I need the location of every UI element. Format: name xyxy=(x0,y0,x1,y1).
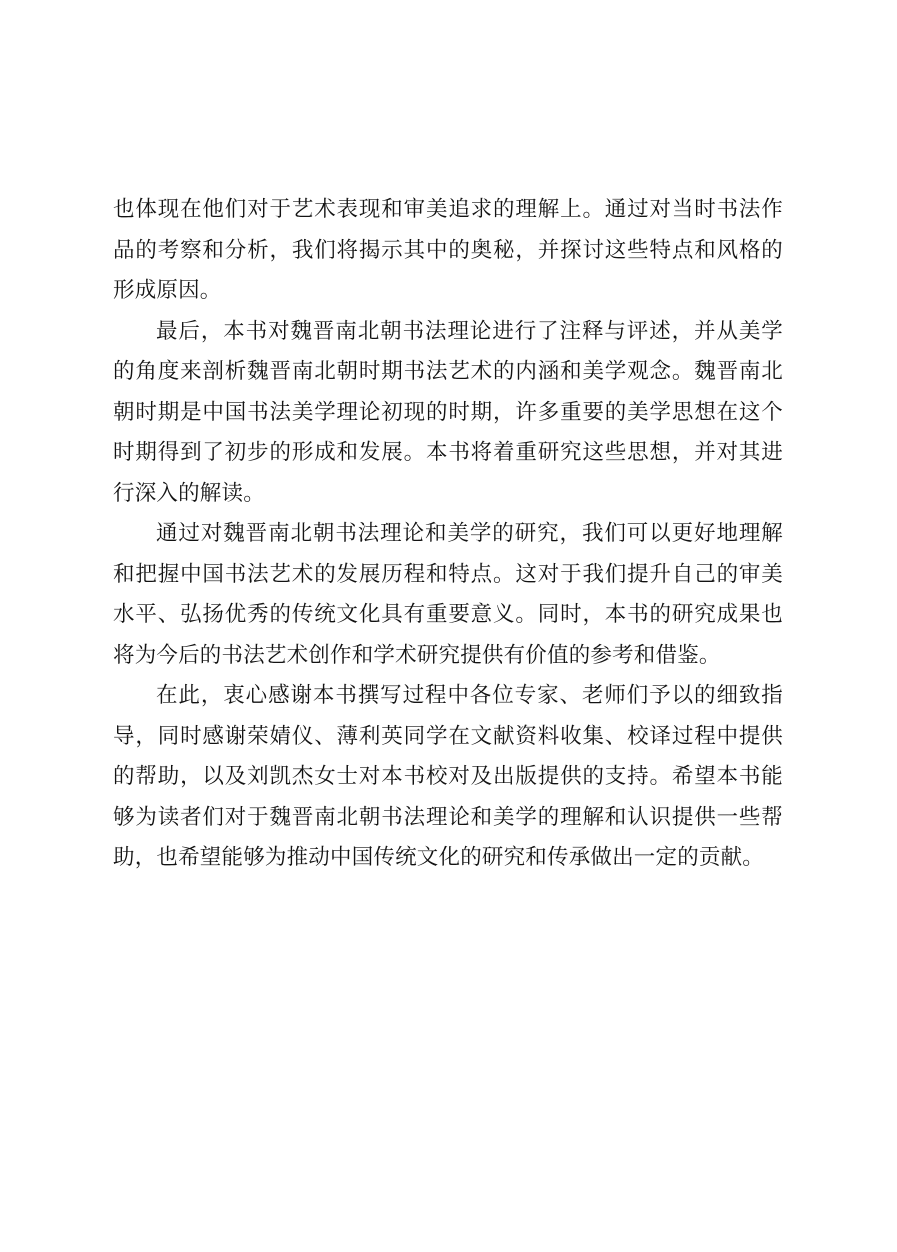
paragraph-2: 最后，本书对魏晋南北朝书法理论进行了注释与评述，并从美学的角度来剖析魏晋南北朝时期书法艺术的内涵和美学观念。魏晋南北朝时期是中国书法美学理论初现的时期，许多重要的美学思想在这个时期得到了初步的形成和发展。本书将着重研究这些思想，并对其进行深入的解读。 xyxy=(113,318,783,506)
body-text xyxy=(113,190,783,879)
paragraph-4: 在此，衷心感谢本书撰写过程中各位专家、老师们予以的细致指导，同时感谢荣婧仪、薄利英同学在文献资料收集、校译过程中提供的帮助，以及刘凯杰女士对本书校对及出版提供的支持。希望本书能够为读者们对于魏晋南北朝书法理论和美学的理解和认识提供一些帮助，也希望能够为推动中国传统文化的研究和传承做出一定的贡献。 xyxy=(113,683,783,870)
paragraph-1: 也体现在他们对于艺术表现和审美追求的理解上。通过对当时书法作品的考察和分析，我们将揭示其中的奥秘，并探讨这些特点和风格的形成原因。 xyxy=(113,197,783,303)
paragraph-3: 通过对魏晋南北朝书法理论和美学的研究，我们可以更好地理解和把握中国书法艺术的发展历程和特点。这对于我们提升自己的审美水平、弘扬优秀的传统文化具有重要意义。同时，本书的研究成果也将为今后的书法艺术创作和学术研究提供有价值的参考和借鉴。 xyxy=(113,521,783,668)
